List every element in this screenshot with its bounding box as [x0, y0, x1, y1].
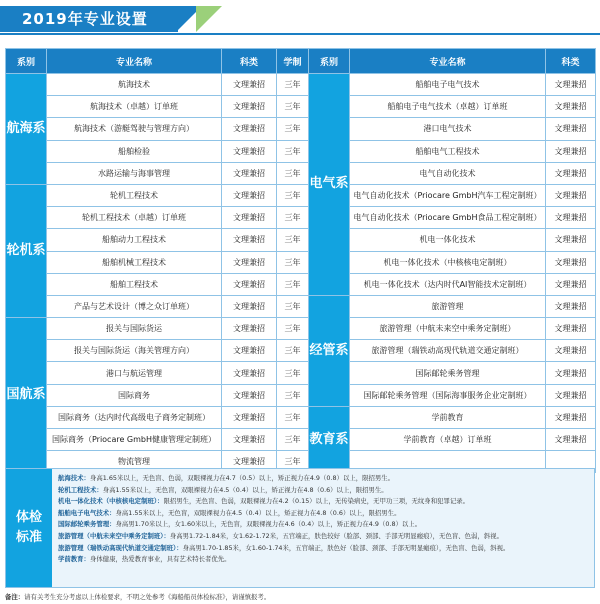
exam-lines [58, 473, 593, 566]
exam-line-label: 学前教育： [58, 555, 90, 564]
header-type-right: 科类 [546, 49, 596, 74]
table-row [6, 96, 596, 118]
program-type-right: 文理兼招 [546, 96, 596, 118]
table-row [6, 207, 596, 229]
program-type: 文理兼招 [222, 362, 277, 384]
program-type: 文理兼招 [222, 318, 277, 340]
major-name: 水路运输与海事管理 [47, 162, 222, 184]
exam-line [58, 473, 593, 485]
table-row [6, 406, 596, 428]
program-years: 三年 [277, 340, 309, 362]
program-years: 三年 [277, 318, 309, 340]
program-type: 文理兼招 [222, 406, 277, 428]
major-name: 航海技术（卓越）订单班 [47, 96, 222, 118]
program-type: 文理兼招 [222, 118, 277, 140]
exam-line-text: 身高男1.70-1.85米，女1.60-1.74米，五官端正，肤色好（脸部、颈部、手部无明显瘢痕），无色盲、色弱，斜视。 [182, 543, 510, 552]
major-name-right: 电气自动化技术（Priocare GmbH汽车工程定制班） [350, 184, 546, 206]
major-name-right: 港口电气技术 [350, 118, 546, 140]
table-row [6, 162, 596, 184]
program-years: 三年 [277, 207, 309, 229]
major-name-right: 旅游管理（瑞铁动高现代轨道交通定制班） [350, 340, 546, 362]
exam-line-label: 机电一体化技术（中核核电定制班）： [58, 497, 164, 506]
category-cell-right: 教育系 [309, 406, 350, 473]
major-name-right: 学前教育 [350, 406, 546, 428]
program-type-right: 文理兼招 [546, 318, 596, 340]
header-category: 系别 [6, 49, 47, 74]
program-type: 文理兼招 [222, 184, 277, 206]
program-type-right: 文理兼招 [546, 184, 596, 206]
major-name: 国际商务（达内时代高级电子商务定制班） [47, 406, 222, 428]
program-type-right: 文理兼招 [546, 295, 596, 317]
exam-category-label: 体检标准 [6, 469, 52, 587]
program-years: 三年 [277, 251, 309, 273]
major-name-right: 学前教育（卓越）订单班 [350, 429, 546, 451]
program-years: 三年 [277, 451, 309, 473]
major-name-right: 船舶电子电气技术 [350, 74, 546, 96]
program-type-right: 文理兼招 [546, 229, 596, 251]
category-cell: 轮机系 [6, 184, 47, 317]
program-years: 三年 [277, 362, 309, 384]
exam-line-text: 身体健康，热爱教育事业，具有艺术特长者优先。 [89, 555, 231, 564]
major-name: 国际商务 [47, 384, 222, 406]
major-name: 船舶机械工程技术 [47, 251, 222, 273]
major-name: 产品与艺术设计（博之众订单班） [47, 295, 222, 317]
exam-line-label: 旅游管理（中航未来空中乘务定制班）： [58, 531, 170, 540]
program-type: 文理兼招 [222, 384, 277, 406]
exam-line [58, 543, 593, 555]
exam-line [58, 508, 593, 520]
major-name-right: 旅游管理 [350, 295, 546, 317]
exam-line [58, 554, 593, 566]
program-type-right: 文理兼招 [546, 362, 596, 384]
program-years: 三年 [277, 295, 309, 317]
major-name-right: 电气自动化技术（Priocare GmbH食品工程定制班） [350, 207, 546, 229]
major-name-right: 国际邮轮乘务管理 [350, 362, 546, 384]
page-title: 2019年专业设置 [22, 10, 148, 28]
program-type-right: 文理兼招 [546, 273, 596, 295]
exam-line-label: 国际邮轮乘务管理： [58, 520, 116, 529]
program-years: 三年 [277, 273, 309, 295]
program-table [5, 48, 596, 473]
program-type: 文理兼招 [222, 295, 277, 317]
category-cell-right: 电气系 [309, 74, 350, 296]
program-type: 文理兼招 [222, 273, 277, 295]
major-name: 港口与航运管理 [47, 362, 222, 384]
table-row [6, 362, 596, 384]
physical-exam-section [5, 468, 595, 588]
program-years: 三年 [277, 118, 309, 140]
program-type: 文理兼招 [222, 162, 277, 184]
table-row [6, 384, 596, 406]
program-years: 三年 [277, 162, 309, 184]
footnote [5, 592, 270, 601]
major-name: 轮机工程技术（卓越）订单班 [47, 207, 222, 229]
major-name-right: 船舶电子电气技术（卓越）订单班 [350, 96, 546, 118]
banner-underline [0, 33, 600, 35]
major-name: 航海技术（游艇驾驶与管理方向） [47, 118, 222, 140]
major-name-right: 电气自动化技术 [350, 162, 546, 184]
exam-line-label: 航海技术： [58, 474, 90, 482]
program-type: 文理兼招 [222, 96, 277, 118]
table-row [6, 140, 596, 162]
exam-line [58, 496, 593, 508]
program-years: 三年 [277, 384, 309, 406]
program-type-right: 文理兼招 [546, 162, 596, 184]
header-major-right: 专业名称 [350, 49, 546, 74]
program-years: 三年 [277, 406, 309, 428]
program-type-right: 文理兼招 [546, 340, 596, 362]
program-type: 文理兼招 [222, 140, 277, 162]
exam-line-text: 身高1.55米以上，无色盲，双眼裸视力在4.5（0.4）以上，矫正视力在4.8（0.6）以上，限招男生。 [102, 485, 388, 494]
category-cell: 国航系 [6, 318, 47, 473]
major-name: 航海技术 [47, 74, 222, 96]
major-name: 船舶动力工程技术 [47, 229, 222, 251]
category-cell-right: 经管系 [309, 295, 350, 406]
table-row [6, 429, 596, 451]
table-row [6, 74, 596, 96]
program-years: 三年 [277, 229, 309, 251]
exam-line-text: 身高1.65米以上，无色盲、色弱，双眼裸视力在4.7（0.5）以上，矫正视力在4.9（0.8）以上，限招男生。 [89, 474, 395, 482]
program-type: 文理兼招 [222, 229, 277, 251]
major-name: 国际商务（Priocare GmbH健康管理定制班） [47, 429, 222, 451]
table-row [6, 318, 596, 340]
program-years: 三年 [277, 429, 309, 451]
program-type: 文理兼招 [222, 340, 277, 362]
table-row [6, 251, 596, 273]
program-type-right: 文理兼招 [546, 384, 596, 406]
exam-line-label: 轮机工程技术： [58, 485, 103, 494]
program-type-right: 文理兼招 [546, 140, 596, 162]
table-header-row [6, 49, 596, 74]
table-row [6, 273, 596, 295]
exam-line [58, 519, 593, 531]
program-years: 三年 [277, 96, 309, 118]
program-type: 文理兼招 [222, 74, 277, 96]
program-years: 三年 [277, 74, 309, 96]
header-years: 学制 [277, 49, 309, 74]
exam-line [58, 485, 593, 497]
major-name: 船舶工程技术 [47, 273, 222, 295]
program-type: 文理兼招 [222, 251, 277, 273]
table-row [6, 295, 596, 317]
table-row [6, 229, 596, 251]
program-type: 文理兼招 [222, 429, 277, 451]
category-cell: 航海系 [6, 74, 47, 185]
table-body [6, 74, 596, 473]
major-name-right: 机电一体化技术（达内时代AI智能技术定制班） [350, 273, 546, 295]
program-type-right: 文理兼招 [546, 251, 596, 273]
table-row [6, 184, 596, 206]
major-name: 物流管理 [47, 451, 222, 473]
major-name: 轮机工程技术 [47, 184, 222, 206]
program-type-right: 文理兼招 [546, 406, 596, 428]
major-name-right: 国际邮轮乘务管理（国际海事服务企业定制班） [350, 384, 546, 406]
exam-line-text: 身高男1.72-1.84米，女1.62-1.72米，五官端正，肤色较好（脸部、颈部、手部无明显瘢痕），无色盲、色弱，斜视。 [169, 531, 503, 540]
header-category-right: 系别 [309, 49, 350, 74]
major-name: 报关与国际货运 [47, 318, 222, 340]
exam-line-label: 旅游管理（瑞铁动高现代轨道交通定制班）： [58, 543, 183, 552]
exam-line-label: 船舶电子电气技术： [58, 508, 116, 517]
major-name-right: 旅游管理（中航未来空中乘务定制班） [350, 318, 546, 340]
table-row [6, 340, 596, 362]
program-type: 文理兼招 [222, 451, 277, 473]
program-type-right: 文理兼招 [546, 118, 596, 140]
major-name: 报关与国际货运（海关管理方向） [47, 340, 222, 362]
footnote-text: 请有关考生充分考虑以上体检要求，不明之处参考《海船船员体检标准》，请谨慎报考。 [24, 593, 271, 601]
program-years: 三年 [277, 140, 309, 162]
exam-line [58, 531, 593, 543]
exam-line-text: 限招男生，无色盲、色弱，双眼裸视力在4.2（0.15）以上，无传染病史，无甲功三项，无纹身和犯罪记录。 [163, 497, 470, 506]
major-name-right: 船舶电气工程技术 [350, 140, 546, 162]
footnote-label: 备注： [5, 593, 25, 601]
program-years: 三年 [277, 184, 309, 206]
header-major: 专业名称 [47, 49, 222, 74]
major-name-right: 机电一体化技术（中核核电定制班） [350, 251, 546, 273]
table-row [6, 118, 596, 140]
major-name-right: 机电一体化技术 [350, 229, 546, 251]
header-banner [0, 0, 600, 42]
program-type-right: 文理兼招 [546, 207, 596, 229]
major-name: 船舶检验 [47, 140, 222, 162]
exam-line-text: 身高男1.70米以上，女1.60米以上，无色盲，双眼裸视力在4.6（0.4）以上，矫正视力在4.9（0.8）以上。 [115, 520, 422, 529]
program-type-right: 文理兼招 [546, 429, 596, 451]
banner-green-accent [196, 6, 222, 32]
program-type-right: 文理兼招 [546, 74, 596, 96]
program-type: 文理兼招 [222, 207, 277, 229]
header-type: 科类 [222, 49, 277, 74]
exam-line-text: 身高1.55米以上，无色盲，双眼裸视力在4.5（0.4）以上，矫正视力在4.8（0.6）以上，限招男生。 [115, 508, 401, 517]
